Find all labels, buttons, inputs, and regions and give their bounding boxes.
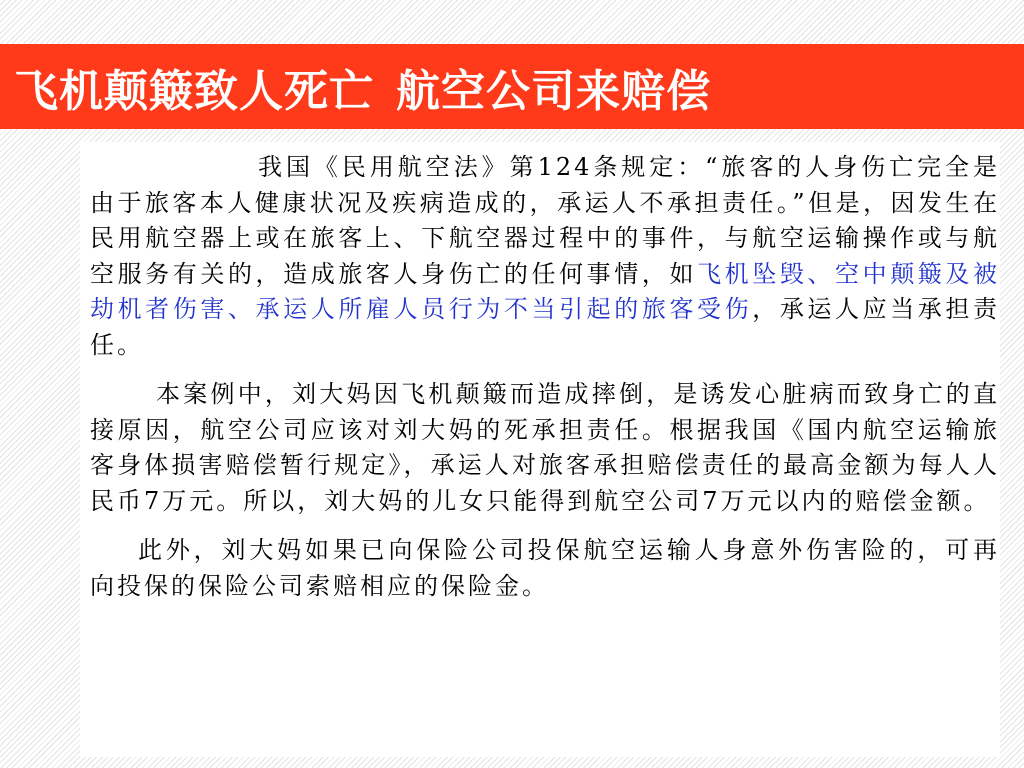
slide-title	[14, 55, 711, 119]
paragraph-law-article	[90, 150, 1000, 363]
highlighted-text: 飞机坠毁、空中颠簸及被劫机者伤害、承运人所雇人员行为不当引起的旅客受伤	[90, 259, 1000, 323]
paragraph-law-article-text: 我国《民用航空法》第124条规定：“旅客的人身伤亡完全是由于旅客本人健康状况及疾病造成的，承运人不承担责任。”但是，因发生在民用航空器上或在旅客上、下航空器过程中的事件，与航空运输操作或与航空服务有关的，造成旅客人身伤亡的任何事情，如	[90, 153, 1000, 288]
paragraph-case-analysis: 本案例中，刘大妈因飞机颠簸而造成摔倒，是诱发心脏病而致身亡的直接原因，航空公司应该对刘大妈的死承担责任。根据我国《国内航空运输旅客身体损害赔偿暂行规定》，承运人对旅客承担赔偿责任的最高金额为每人人民币7万元。所以，刘大妈的儿女只能得到航空公司7万元以内的赔偿金额。	[90, 380, 1000, 515]
background-pattern	[0, 0, 1024, 44]
content-box	[80, 142, 1000, 757]
slide-title-part2: 航空公司来赔偿	[396, 65, 711, 117]
paragraph-law-article-end: ，承运人应当承担责任。	[90, 295, 1000, 359]
paragraph-insurance: 此外，刘大妈如果已向保险公司投保航空运输人身意外伤害险的，可再向投保的保险公司索赔相应的保险金。	[90, 536, 1000, 600]
title-bar	[0, 44, 1024, 129]
slide-title-part1: 飞机颠簸致人死亡	[14, 65, 374, 117]
